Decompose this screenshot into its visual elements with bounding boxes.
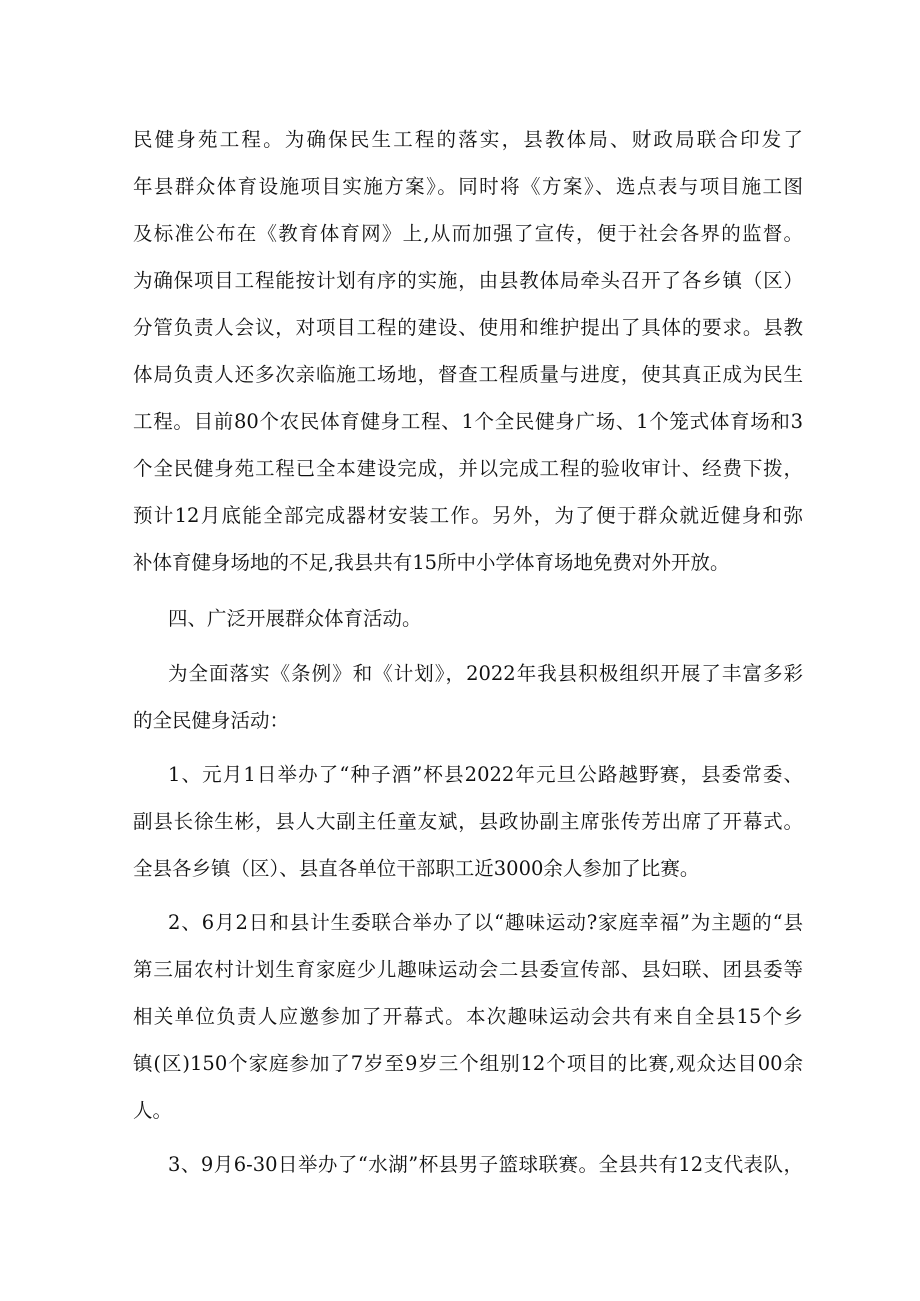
text-line: 镇(区)150个家庭参加了7岁至9岁三个组别12个项目的比赛,观众达目00余 [133,1052,803,1075]
text-line: 第三届农村计划生育家庭少儿趣味运动会二县委宣传部、县妇联、团县委等 [133,958,803,981]
text-line: 工程。目前80个农民体育健身工程、1个全民健身广场、1个笼式体育场和3 [133,410,803,433]
text-line: 体局负责人还多次亲临施工场地，督查工程质量与进度，使其真正成为民生 [133,363,803,386]
text-line: 及标准公布在《教育体育网》上,从而加强了宣传，便于社会各界的监督。 [133,222,803,245]
text-line: 为确保项目工程能按计划有序的实施，由县教体局牵头召开了各乡镇（区） [133,269,803,292]
text-line: 预计12月底能全部完成器材安装工作。另外，为了便于群众就近健身和弥 [133,504,803,527]
text-line: 民健身苑工程。为确保民生工程的落实，县教体局、财政局联合印发了 [133,128,803,151]
text-line: 年县群众体育设施项目实施方案》。同时将《方案》、选点表与项目施工图 [133,175,803,198]
text-line: 相关单位负责人应邀参加了开幕式。本次趣味运动会共有来自全县15个乡 [133,1005,803,1028]
text-line: 全县各乡镇（区）、县直各单位干部职工近3000余人参加了比赛。 [133,857,700,880]
list-item-line: 2、6月2日和县计生委联合举办了以“趣味运动?家庭幸福”为主题的“县 [168,911,803,934]
text-line: 个全民健身苑工程已全本建设完成，并以完成工程的验收审计、经费下拨， [133,457,803,480]
text-line: 的全民健身活动： [133,709,290,732]
list-item-line: 3、9月6-30日举办了“水湖”杯县男子篮球联赛。全县共有12支代表队， [168,1153,803,1176]
list-item-line: 1、元月1日举办了“种子酒”杯县2022年元旦公路越野赛，县委常委、 [168,763,803,786]
text-line: 分管负责人会议，对项目工程的建设、使用和维护提出了具体的要求。县教 [133,316,803,339]
section-heading: 四、广泛开展群众体育活动。 [168,607,422,630]
text-line: 人。 [133,1099,173,1122]
text-line: 补体育健身场地的不足,我县共有15所中小学体育场地免费对外开放。 [133,551,730,574]
text-line: 副县长徐生彬，县人大副主任童友斌，县政协副主席张传芳出席了开幕式。 [133,810,803,833]
text-line: 为全面落实《条例》和《计划》，2022年我县积极组织开展了丰富多彩 [168,662,803,685]
